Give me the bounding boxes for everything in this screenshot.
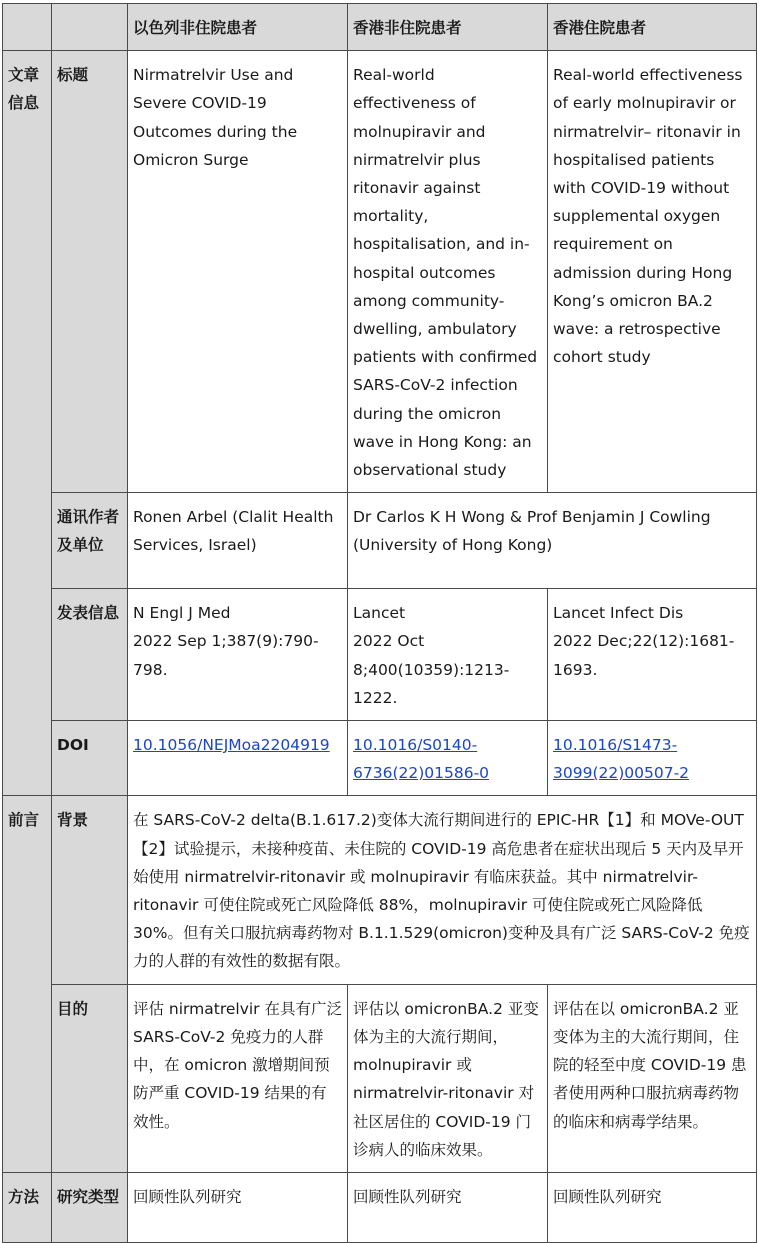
header-row	[3, 4, 757, 51]
section-preface: 前言	[3, 796, 52, 1172]
publication-row	[3, 589, 757, 721]
doi-hk-outpatient-cell	[348, 721, 548, 796]
row-label-objective: 目的	[52, 984, 128, 1172]
journal-name: Lancet Infect Dis	[553, 604, 684, 623]
objective-hk-outpatient: 评估以 omicronBA.2 亚变体为主的大流行期间，molnupiravir 或 nirmatrelvir-ritonavir 对社区居住的 COVID-19 门诊病人的临床效果。	[348, 984, 548, 1172]
doi-israel-cell	[128, 721, 348, 796]
objective-hk-inpatient: 评估在以 omicronBA.2 亚变体为主的大流行期间，住院的轻至中度 COVID-19 患者使用两种口服抗病毒药物的临床和病毒学结果。	[548, 984, 757, 1172]
row-label-background: 背景	[52, 796, 128, 984]
journal-name: N Engl J Med	[133, 604, 231, 623]
study-type-hk-inpatient: 回顾性队列研究	[548, 1172, 757, 1242]
column-header-israel-outpatient: 以色列非住院患者	[128, 4, 348, 51]
journal-name: Lancet	[353, 604, 406, 623]
header-label-cell	[52, 4, 128, 51]
row-label-study-type: 研究类型	[52, 1172, 128, 1242]
title-israel: Nirmatrelvir Use and Severe COVID-19 Outcomes during the Omicron Surge	[128, 51, 348, 493]
publication-hk-outpatient	[348, 589, 548, 721]
row-label-doi: DOI	[52, 721, 128, 796]
title-row	[3, 51, 757, 493]
row-label-author: 通讯作者及单位	[52, 493, 128, 589]
doi-link-hk-outpatient[interactable]: 10.1016/S0140-6736(22)01586-0	[353, 736, 490, 783]
section-method: 方法	[3, 1172, 52, 1242]
doi-link-hk-inpatient[interactable]: 10.1016/S1473-3099(22)00507-2	[553, 736, 690, 783]
row-label-publication: 发表信息	[52, 589, 128, 721]
study-type-hk-outpatient: 回顾性队列研究	[348, 1172, 548, 1242]
objective-row	[3, 984, 757, 1172]
publication-detail: 2022 Dec;22(12):1681-1693.	[553, 632, 735, 679]
doi-link-israel[interactable]: 10.1056/NEJMoa2204919	[133, 736, 330, 755]
doi-hk-inpatient-cell	[548, 721, 757, 796]
author-israel: Ronen Arbel (Clalit Health Services, Israel)	[128, 493, 348, 589]
title-hk-inpatient: Real-world effectiveness of early molnupiravir or nirmatrelvir– ritonavir in hospitalised patients with COVID-19 without supplemental oxygen requirement on admission during Hong Kong’s omicron BA.2 wave: a retrospective cohort study	[548, 51, 757, 493]
publication-detail: 2022 Sep 1;387(9):790-798.	[133, 632, 319, 679]
header-corner-cell	[3, 4, 52, 51]
publication-detail: 2022 Oct 8;400(10359):1213-1222.	[353, 632, 510, 707]
column-header-hk-outpatient: 香港非住院患者	[348, 4, 548, 51]
author-hk: Dr Carlos K H Wong & Prof Benjamin J Cowling (University of Hong Kong)	[348, 493, 757, 589]
row-label-title: 标题	[52, 51, 128, 493]
section-article-info: 文章信息	[3, 51, 52, 796]
background-text: 在 SARS-CoV-2 delta(B.1.617.2)变体大流行期间进行的 EPIC-HR【1】和 MOVe-OUT【2】试验提示，未接种疫苗、未住院的 COVID-19 高危患者在症状出现后 5 天内及早开始使用 nirmatrelvir-ritonavir 或 molnupiravir 有临床获益。其中 nirmatrelvir-ritonavir 可使住院或死亡风险降低 88%，molnupiravir 可使住院或死亡风险降低 30%。但有关口服抗病毒药物对 B.1.1.529(omicron)变种及具有广泛 SARS-CoV-2 免疫力的人群的有效性的数据有限。	[128, 796, 757, 984]
doi-row	[3, 721, 757, 796]
publication-israel	[128, 589, 348, 721]
study-type-israel: 回顾性队列研究	[128, 1172, 348, 1242]
study-type-row	[3, 1172, 757, 1242]
author-row	[3, 493, 757, 589]
objective-israel: 评估 nirmatrelvir 在具有广泛 SARS-CoV-2 免疫力的人群中，在 omicron 激增期间预防严重 COVID-19 结果的有效性。	[128, 984, 348, 1172]
publication-hk-inpatient	[548, 589, 757, 721]
background-row	[3, 796, 757, 984]
title-hk-outpatient: Real-world effectiveness of molnupiravir and nirmatrelvir plus ritonavir against mortality, hospitalisation, and in-hospital outcomes among community-dwelling, ambulatory patients with confirmed SARS-CoV-2 infection during the omicron wave in Hong Kong: an observational study	[348, 51, 548, 493]
column-header-hk-inpatient: 香港住院患者	[548, 4, 757, 51]
comparison-table	[2, 3, 757, 1243]
